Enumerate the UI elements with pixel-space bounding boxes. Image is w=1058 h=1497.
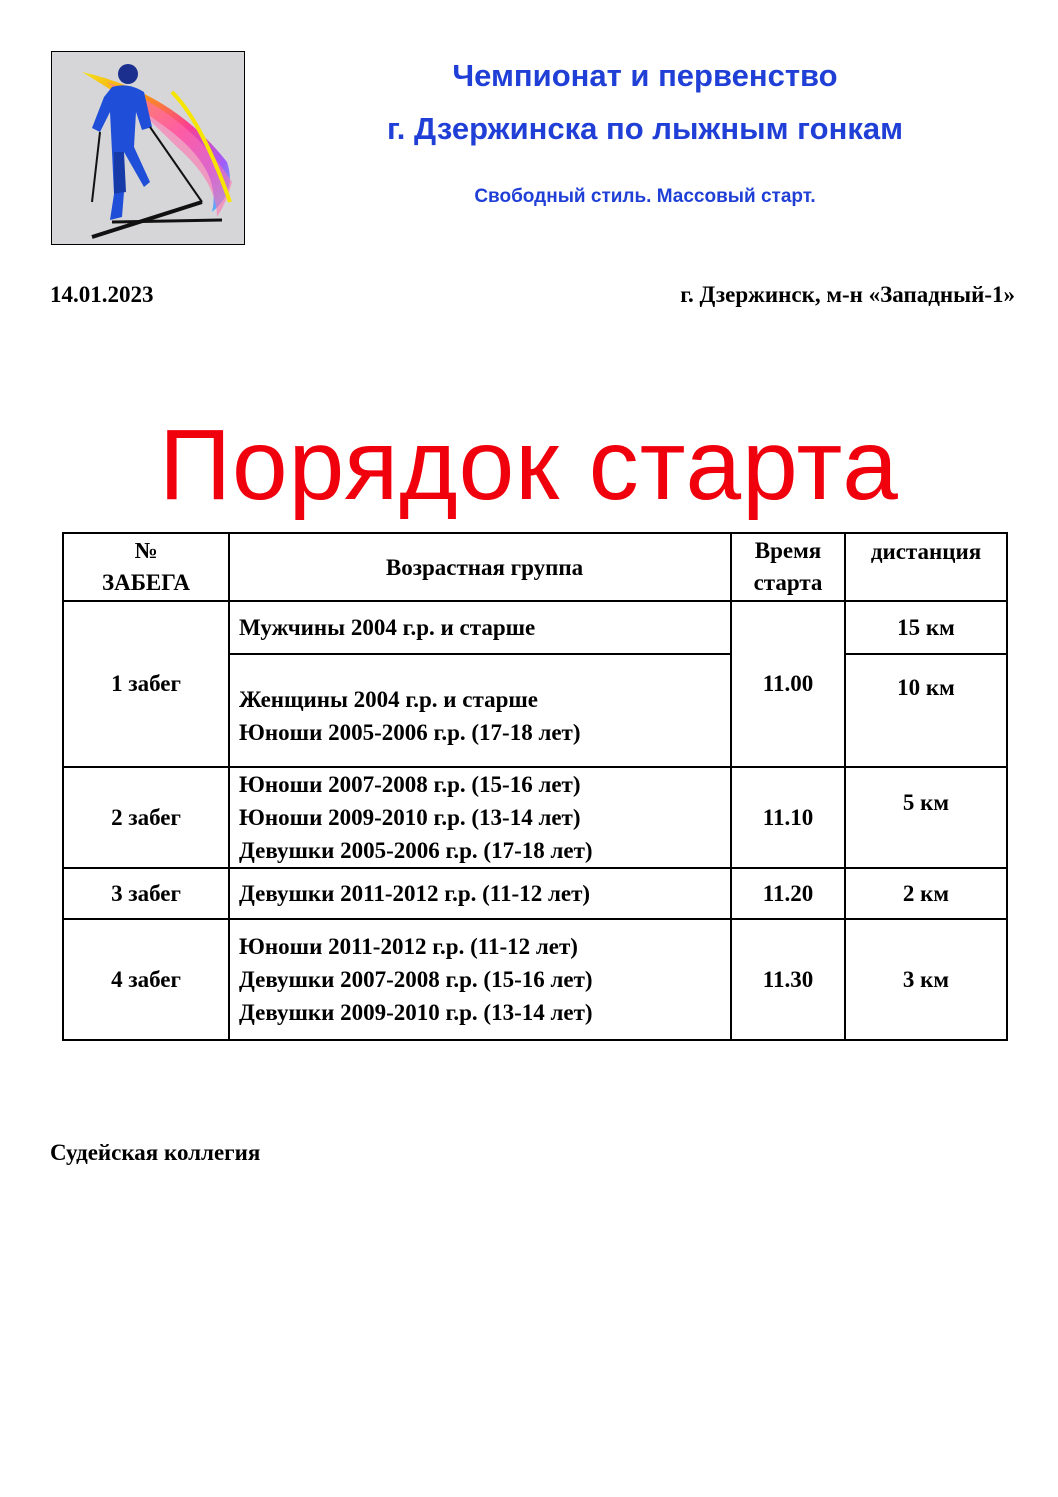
- title-line-2: г. Дзержинска по лыжным гонкам: [386, 111, 904, 146]
- skier-logo: [51, 51, 245, 245]
- title-line-1: Чемпионат и первенство: [452, 58, 838, 93]
- header-distance: дистанция: [845, 533, 1007, 601]
- age-group-cell: [229, 868, 731, 919]
- age-group: Юноши 2011-2012 г.р. (11-12 лет): [239, 934, 578, 959]
- age-group: Женщины 2004 г.р. и старше: [239, 686, 539, 712]
- distance: 3 км: [845, 919, 1007, 1040]
- age-group-cell: [229, 654, 731, 767]
- age-group-cell: [229, 767, 731, 868]
- table-row: [63, 868, 1007, 919]
- age-group: Юноши 2005-2006 г.р. (17-18 лет): [239, 719, 581, 745]
- distance: 15 км: [845, 601, 1007, 654]
- race-label: 1 забег: [63, 601, 229, 767]
- age-group: Девушки 2009-2010 г.р. (13-14 лет): [239, 1000, 593, 1025]
- table-row: [63, 919, 1007, 1040]
- header-start-time: [731, 533, 845, 601]
- race-label: 4 забег: [63, 919, 229, 1040]
- header-race-number-line1: №: [134, 538, 158, 563]
- age-group: Юноши 2009-2010 г.р. (13-14 лет): [239, 805, 581, 830]
- age-group: Мужчины 2004 г.р. и старше: [239, 615, 536, 640]
- judges-signature: Судейская коллегия: [50, 1140, 261, 1165]
- skier-icon: [52, 52, 244, 244]
- header-start-time-line1: Время: [754, 538, 822, 563]
- distance: 5 км: [845, 767, 1007, 868]
- start-time: 11.30: [731, 919, 845, 1040]
- start-order-table: [62, 532, 1008, 1041]
- age-group: Девушки 2005-2006 г.р. (17-18 лет): [239, 838, 593, 863]
- race-label: 2 забег: [63, 767, 229, 868]
- table-row: [63, 601, 1007, 654]
- header-race-number-line2: ЗАБЕГА: [101, 570, 191, 595]
- age-group-cell: [229, 601, 731, 654]
- table-row: [63, 767, 1007, 868]
- table-header-row: [63, 533, 1007, 601]
- header-race-number: [63, 533, 229, 601]
- age-group: Юноши 2007-2008 г.р. (15-16 лет): [239, 772, 581, 797]
- start-time: 11.20: [731, 868, 845, 919]
- header-age-group: Возрастная группа: [229, 533, 731, 601]
- event-place: г. Дзержинск, м-н «Западный-1»: [680, 282, 1015, 307]
- age-group-cell: [229, 919, 731, 1040]
- distance: 10 км: [845, 654, 1007, 767]
- start-time: 11.10: [731, 767, 845, 868]
- distance: 2 км: [845, 868, 1007, 919]
- event-date: 14.01.2023: [50, 282, 154, 307]
- age-group: Девушки 2011-2012 г.р. (11-12 лет): [239, 881, 591, 906]
- race-label: 3 забег: [63, 868, 229, 919]
- age-group: Девушки 2007-2008 г.р. (15-16 лет): [239, 967, 593, 992]
- subtitle: Свободный стиль. Массовый старт.: [474, 186, 816, 207]
- page-heading: Порядок старта: [159, 409, 899, 521]
- header-start-time-line2: старта: [753, 570, 823, 595]
- start-time: 11.00: [731, 601, 845, 767]
